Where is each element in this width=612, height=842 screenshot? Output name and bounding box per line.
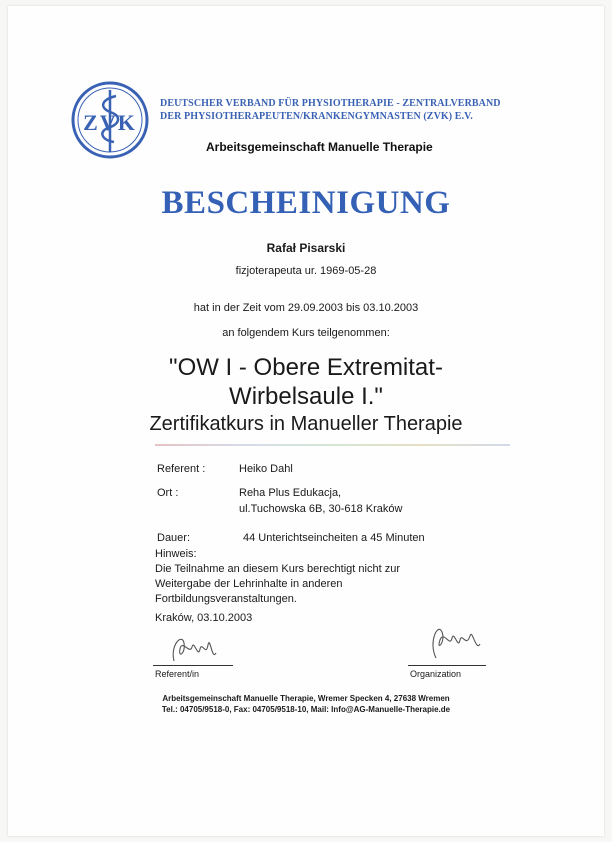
hinweis-label: Hinweis: <box>155 548 197 560</box>
org-name-line1: DEUTSCHER VERBAND FÜR PHYSIOTHERAPIE - ZENTRALVERBAND <box>160 98 501 109</box>
ort-label: Ort : <box>157 487 179 499</box>
hinweis-line: Fortbildungsveranstaltungen. <box>155 593 297 605</box>
svg-text:ZVK: ZVK <box>83 110 137 135</box>
referent-label: Referent : <box>157 463 206 475</box>
ort-line2: ul.Tuchowska 6B, 30-618 Kraków <box>239 503 403 515</box>
course-title-line1: "OW I - Obere Extremitat- <box>169 354 443 381</box>
org-name-line2: DER PHYSIOTHERAPEUTEN/KRANKENGYMNASTEN (ZVK) E.V. <box>160 111 473 122</box>
recipient-profession: fizjoterapeuta ur. 1969-05-28 <box>235 265 377 277</box>
hinweis-line: Die Teilnahme an diesem Kurs berechtigt nicht zur <box>155 563 400 575</box>
footer-address: Arbeitsgemeinschaft Manuelle Therapie, Wremer Specken 4, 27638 Wremen <box>162 694 450 703</box>
recipient-name: Rafał Pisarski <box>266 241 346 255</box>
association-subtitle: Arbeitsgemeinschaft Manuelle Therapie <box>206 140 433 154</box>
certificate-title: BESCHEINIGUNG <box>161 185 451 221</box>
place-date: Kraków, 03.10.2003 <box>155 612 253 624</box>
participation-text: an folgendem Kurs teilgenommen: <box>222 327 390 339</box>
divider <box>155 444 510 446</box>
hinweis-line: Weitergabe der Lehrinhalte in anderen <box>155 578 343 590</box>
course-period: hat in der Zeit vom 29.09.2003 bis 03.10.2003 <box>193 302 419 314</box>
course-title-line2: Wirbelsaule I." <box>229 383 383 410</box>
course-type: Zertifikatkurs in Manueller Therapie <box>149 413 463 435</box>
zvk-logo <box>70 80 150 160</box>
dauer-label: Dauer: <box>157 532 191 544</box>
organization-caption: Organization <box>410 669 462 679</box>
referent-signature-line <box>153 665 233 666</box>
ort-line1: Reha Plus Edukacja, <box>239 487 342 499</box>
organization-signature <box>420 618 500 662</box>
referent-signature <box>160 625 240 669</box>
organization-signature-line <box>408 665 486 666</box>
referent-value: Heiko Dahl <box>239 463 293 475</box>
dauer-value: 44 Unterichtseincheiten a 45 Minuten <box>243 532 425 544</box>
referent-caption: Referent/in <box>155 669 200 679</box>
footer-contact: Tel.: 04705/9518-0, Fax: 04705/9518-10, Mail: Info@AG-Manuelle-Therapie.de <box>161 705 451 714</box>
